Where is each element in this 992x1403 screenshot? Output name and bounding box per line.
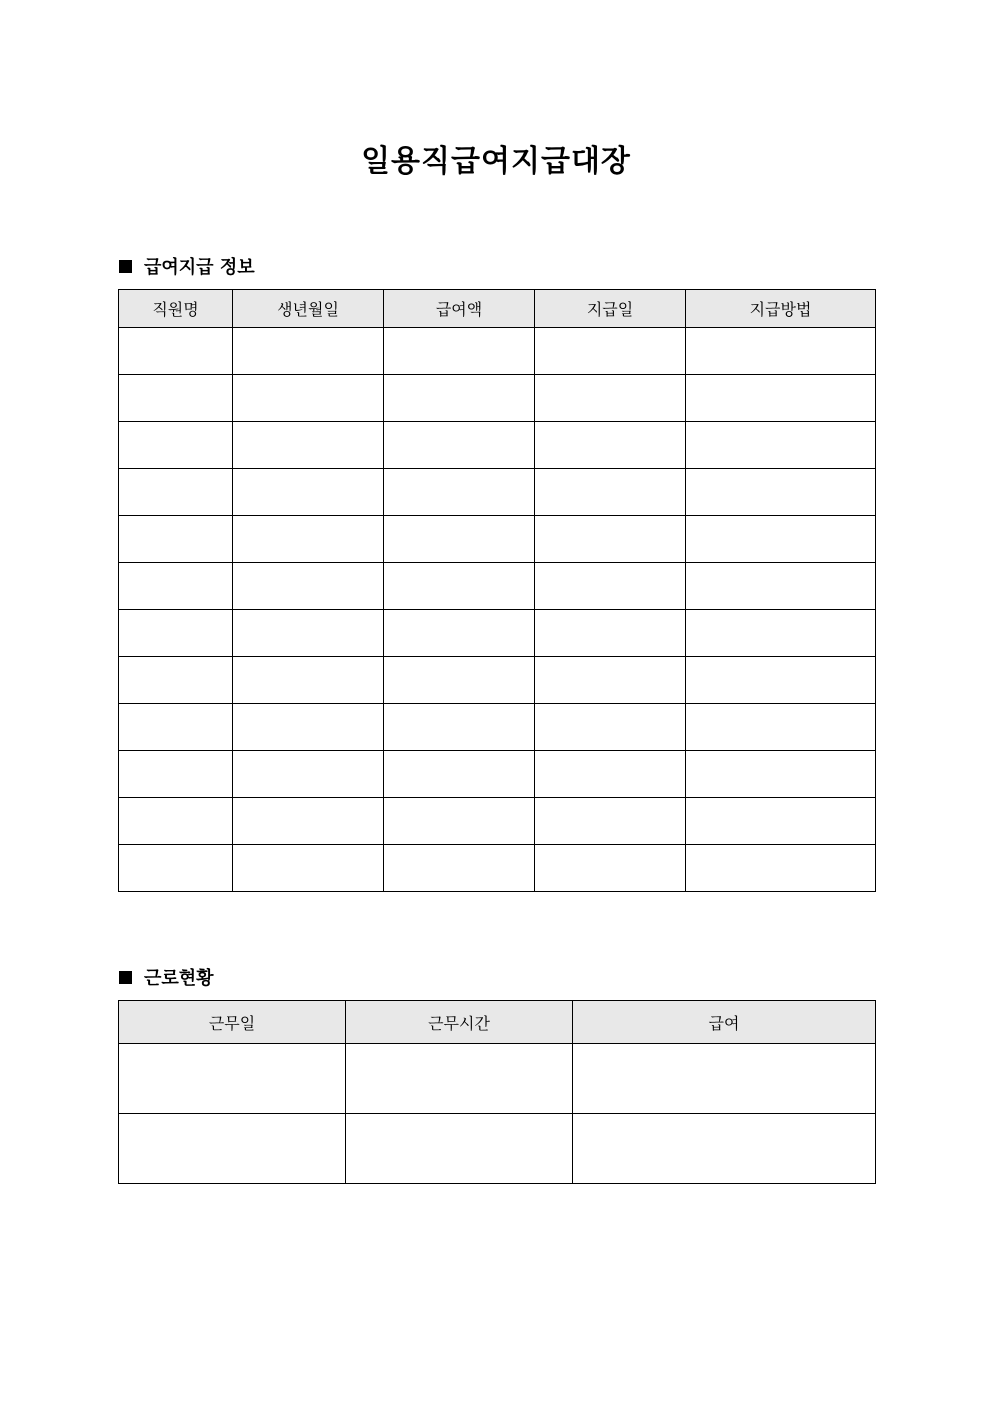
column-header-pay: 급여	[573, 1001, 876, 1044]
table-cell[interactable]	[384, 610, 535, 657]
table-cell[interactable]	[384, 751, 535, 798]
table-cell[interactable]	[535, 328, 686, 375]
table-cell[interactable]	[384, 516, 535, 563]
table-cell[interactable]	[119, 563, 233, 610]
column-header-pay-amount: 급여액	[384, 290, 535, 328]
table-cell[interactable]	[119, 328, 233, 375]
table-cell[interactable]	[686, 845, 876, 892]
table-cell[interactable]	[686, 563, 876, 610]
table-cell[interactable]	[233, 563, 384, 610]
table-cell[interactable]	[686, 516, 876, 563]
table-row	[119, 328, 876, 375]
table-cell[interactable]	[233, 375, 384, 422]
table-row	[119, 516, 876, 563]
table-row	[119, 1114, 876, 1184]
table-cell[interactable]	[119, 751, 233, 798]
table-cell[interactable]	[119, 375, 233, 422]
table-cell[interactable]	[233, 798, 384, 845]
column-header-work-date: 근무일	[119, 1001, 346, 1044]
table-cell[interactable]	[535, 657, 686, 704]
table-cell[interactable]	[535, 845, 686, 892]
work-status-table	[118, 1000, 876, 1184]
square-bullet-icon	[119, 260, 132, 273]
column-header-employee-name: 직원명	[119, 290, 233, 328]
table-cell[interactable]	[346, 1044, 573, 1114]
table-row	[119, 845, 876, 892]
table-cell[interactable]	[535, 704, 686, 751]
table-header-row	[119, 290, 876, 328]
table-cell[interactable]	[686, 798, 876, 845]
table-cell[interactable]	[535, 563, 686, 610]
table-cell[interactable]	[686, 469, 876, 516]
document-title: 일용직급여지급대장	[361, 144, 631, 179]
table-row	[119, 563, 876, 610]
table-cell[interactable]	[686, 422, 876, 469]
table-cell[interactable]	[119, 516, 233, 563]
table-cell[interactable]	[384, 328, 535, 375]
section-heading-pay-info	[119, 253, 255, 279]
table-row	[119, 704, 876, 751]
table-row	[119, 610, 876, 657]
column-header-birth-date: 생년월일	[233, 290, 384, 328]
table-row	[119, 375, 876, 422]
column-header-pay-method: 지급방법	[686, 290, 876, 328]
table-cell[interactable]	[535, 469, 686, 516]
table-cell[interactable]	[686, 328, 876, 375]
section-heading-label: 급여지급 정보	[144, 257, 255, 278]
table-cell[interactable]	[119, 469, 233, 516]
table-row	[119, 657, 876, 704]
table-row	[119, 1044, 876, 1114]
table-cell[interactable]	[384, 798, 535, 845]
table-cell[interactable]	[233, 422, 384, 469]
table-cell[interactable]	[233, 845, 384, 892]
table-cell[interactable]	[233, 751, 384, 798]
table-cell[interactable]	[233, 469, 384, 516]
table-cell[interactable]	[233, 610, 384, 657]
table-cell[interactable]	[384, 422, 535, 469]
table-cell[interactable]	[535, 798, 686, 845]
table-cell[interactable]	[119, 704, 233, 751]
table-row	[119, 798, 876, 845]
table-cell[interactable]	[686, 704, 876, 751]
table-cell[interactable]	[346, 1114, 573, 1184]
table-cell[interactable]	[119, 610, 233, 657]
table-cell[interactable]	[686, 657, 876, 704]
section-heading-label: 근로현황	[144, 968, 214, 989]
section-heading-work-status	[119, 964, 214, 990]
table-cell[interactable]	[119, 798, 233, 845]
table-cell[interactable]	[384, 563, 535, 610]
table-row	[119, 751, 876, 798]
table-cell[interactable]	[535, 375, 686, 422]
table-cell[interactable]	[535, 751, 686, 798]
table-cell[interactable]	[233, 704, 384, 751]
table-cell[interactable]	[119, 1114, 346, 1184]
table-cell[interactable]	[535, 610, 686, 657]
table-cell[interactable]	[384, 657, 535, 704]
table-cell[interactable]	[119, 845, 233, 892]
table-cell[interactable]	[686, 375, 876, 422]
table-cell[interactable]	[119, 1044, 346, 1114]
table-cell[interactable]	[686, 751, 876, 798]
table-cell[interactable]	[119, 422, 233, 469]
table-cell[interactable]	[535, 516, 686, 563]
table-row	[119, 469, 876, 516]
table-cell[interactable]	[119, 657, 233, 704]
table-cell[interactable]	[384, 704, 535, 751]
table-cell[interactable]	[535, 422, 686, 469]
table-cell[interactable]	[573, 1114, 876, 1184]
table-cell[interactable]	[233, 516, 384, 563]
table-cell[interactable]	[233, 328, 384, 375]
column-header-work-hours: 근무시간	[346, 1001, 573, 1044]
table-cell[interactable]	[233, 657, 384, 704]
table-cell[interactable]	[384, 469, 535, 516]
table-cell[interactable]	[384, 375, 535, 422]
column-header-pay-date: 지급일	[535, 290, 686, 328]
table-header-row	[119, 1001, 876, 1044]
table-cell[interactable]	[573, 1044, 876, 1114]
table-row	[119, 422, 876, 469]
square-bullet-icon	[119, 971, 132, 984]
table-cell[interactable]	[686, 610, 876, 657]
pay-info-table	[118, 289, 876, 892]
table-cell[interactable]	[384, 845, 535, 892]
